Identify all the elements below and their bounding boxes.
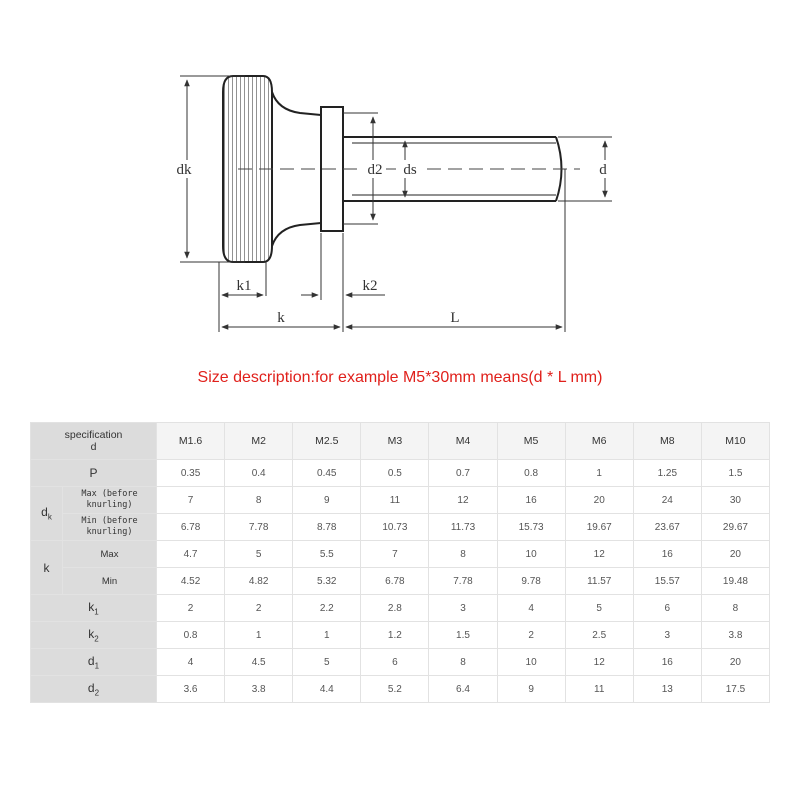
dk-max-label: Max (before knurling) <box>63 487 157 514</box>
table-cell: 8 <box>429 649 497 676</box>
table-cell: 17.5 <box>701 676 769 703</box>
table-row <box>31 514 770 541</box>
label-ds: ds <box>403 162 417 178</box>
table-cell: 0.4 <box>225 460 293 487</box>
table-cell: 2 <box>225 595 293 622</box>
k-min-label: Min <box>63 568 157 595</box>
size-header: M10 <box>701 423 769 460</box>
table-cell: 10 <box>497 649 565 676</box>
table-cell: 4.82 <box>225 568 293 595</box>
table-cell: 1.5 <box>429 622 497 649</box>
table-cell: 12 <box>565 649 633 676</box>
table-cell: 3.8 <box>701 622 769 649</box>
table-cell: 1 <box>293 622 361 649</box>
table-cell: 6.78 <box>361 568 429 595</box>
table-row <box>31 595 770 622</box>
table-cell: 16 <box>497 487 565 514</box>
table-cell: 0.45 <box>293 460 361 487</box>
table-header-row <box>31 423 770 460</box>
table-cell: 19.48 <box>701 568 769 595</box>
table-cell: 7 <box>157 487 225 514</box>
table-row <box>31 649 770 676</box>
table-cell: 16 <box>633 649 701 676</box>
size-header: M2 <box>225 423 293 460</box>
row-label-p: P <box>31 460 157 487</box>
table-cell: 20 <box>701 541 769 568</box>
table-cell: 7.78 <box>429 568 497 595</box>
table-row <box>31 676 770 703</box>
table-cell: 4.52 <box>157 568 225 595</box>
table-cell: 3 <box>633 622 701 649</box>
table-cell: 11.73 <box>429 514 497 541</box>
table-cell: 5.32 <box>293 568 361 595</box>
table-row <box>31 460 770 487</box>
table-cell: 15.73 <box>497 514 565 541</box>
table-cell: 29.67 <box>701 514 769 541</box>
table-cell: 1.25 <box>633 460 701 487</box>
table-cell: 0.35 <box>157 460 225 487</box>
table-row <box>31 568 770 595</box>
table-cell: 30 <box>701 487 769 514</box>
table-cell: 16 <box>633 541 701 568</box>
table-cell: 0.5 <box>361 460 429 487</box>
specification-d-label: d <box>90 441 97 453</box>
table-cell: 9 <box>497 676 565 703</box>
table-cell: 1 <box>565 460 633 487</box>
label-dk: dk <box>176 162 192 178</box>
size-header: M1.6 <box>157 423 225 460</box>
table-cell: 7.78 <box>225 514 293 541</box>
table-cell: 6.4 <box>429 676 497 703</box>
table-cell: 9.78 <box>497 568 565 595</box>
screw-dimension-drawing <box>0 0 800 360</box>
size-description-caption: Size description:for example M5*30mm means(d * L mm) <box>197 369 603 386</box>
table-cell: 13 <box>633 676 701 703</box>
table-cell: 2 <box>497 622 565 649</box>
table-cell: 1.5 <box>701 460 769 487</box>
table-cell: 12 <box>565 541 633 568</box>
table-cell: 5.2 <box>361 676 429 703</box>
label-d2: d2 <box>367 162 383 178</box>
table-cell: 15.57 <box>633 568 701 595</box>
size-header: M6 <box>565 423 633 460</box>
table-cell: 2.8 <box>361 595 429 622</box>
table-cell: 6 <box>633 595 701 622</box>
table-cell: 12 <box>429 487 497 514</box>
table-row <box>31 622 770 649</box>
table-row <box>31 541 770 568</box>
table-cell: 5 <box>565 595 633 622</box>
row-label-k2: $k_2$ <box>31 622 157 649</box>
specification-label: specification <box>64 429 123 441</box>
table-cell: 1 <box>225 622 293 649</box>
row-label-k1: $k_1$ <box>31 595 157 622</box>
table-cell: 8 <box>429 541 497 568</box>
table-cell: 4 <box>157 649 225 676</box>
table-cell: 8 <box>701 595 769 622</box>
table-cell: 8.78 <box>293 514 361 541</box>
table-cell: 4 <box>497 595 565 622</box>
label-k2: k2 <box>362 278 378 294</box>
table-cell: 5 <box>293 649 361 676</box>
table-cell: 3 <box>429 595 497 622</box>
size-header: M4 <box>429 423 497 460</box>
table-cell: 4.5 <box>225 649 293 676</box>
k-max-label: Max <box>63 541 157 568</box>
size-header: M8 <box>633 423 701 460</box>
row-label-d1: $d_1$ <box>31 649 157 676</box>
table-cell: 1.2 <box>361 622 429 649</box>
label-k: k <box>277 310 285 326</box>
size-header: M3 <box>361 423 429 460</box>
specification-table <box>30 422 770 703</box>
label-k1: k1 <box>236 278 252 294</box>
row-label-k: k <box>31 541 63 595</box>
table-cell: 2.5 <box>565 622 633 649</box>
specification-header <box>31 423 157 460</box>
dk-min-label: Min (before knurling) <box>63 514 157 541</box>
size-header: M2.5 <box>293 423 361 460</box>
table-cell: 0.8 <box>497 460 565 487</box>
table-cell: 20 <box>701 649 769 676</box>
table-cell: 5 <box>225 541 293 568</box>
size-header: M5 <box>497 423 565 460</box>
table-cell: 10.73 <box>361 514 429 541</box>
table-cell: 9 <box>293 487 361 514</box>
table-cell: 23.67 <box>633 514 701 541</box>
label-L: L <box>450 310 460 326</box>
table-cell: 0.8 <box>157 622 225 649</box>
table-cell: 2 <box>157 595 225 622</box>
table-cell: 8 <box>225 487 293 514</box>
table-row <box>31 487 770 514</box>
table-cell: 11 <box>565 676 633 703</box>
table-cell: 3.6 <box>157 676 225 703</box>
table-cell: 2.2 <box>293 595 361 622</box>
label-d: d <box>599 162 607 178</box>
table-cell: 0.7 <box>429 460 497 487</box>
row-label-d2: $d_2$ <box>31 676 157 703</box>
table-cell: 6.78 <box>157 514 225 541</box>
table-cell: 19.67 <box>565 514 633 541</box>
table-cell: 11.57 <box>565 568 633 595</box>
row-label-dk: $d_k$ <box>31 487 63 541</box>
table-cell: 20 <box>565 487 633 514</box>
table-cell: 5.5 <box>293 541 361 568</box>
table-cell: 6 <box>361 649 429 676</box>
table-cell: 11 <box>361 487 429 514</box>
table-cell: 10 <box>497 541 565 568</box>
table-cell: 4.7 <box>157 541 225 568</box>
table-cell: 4.4 <box>293 676 361 703</box>
table-cell: 7 <box>361 541 429 568</box>
table-cell: 24 <box>633 487 701 514</box>
table-cell: 3.8 <box>225 676 293 703</box>
